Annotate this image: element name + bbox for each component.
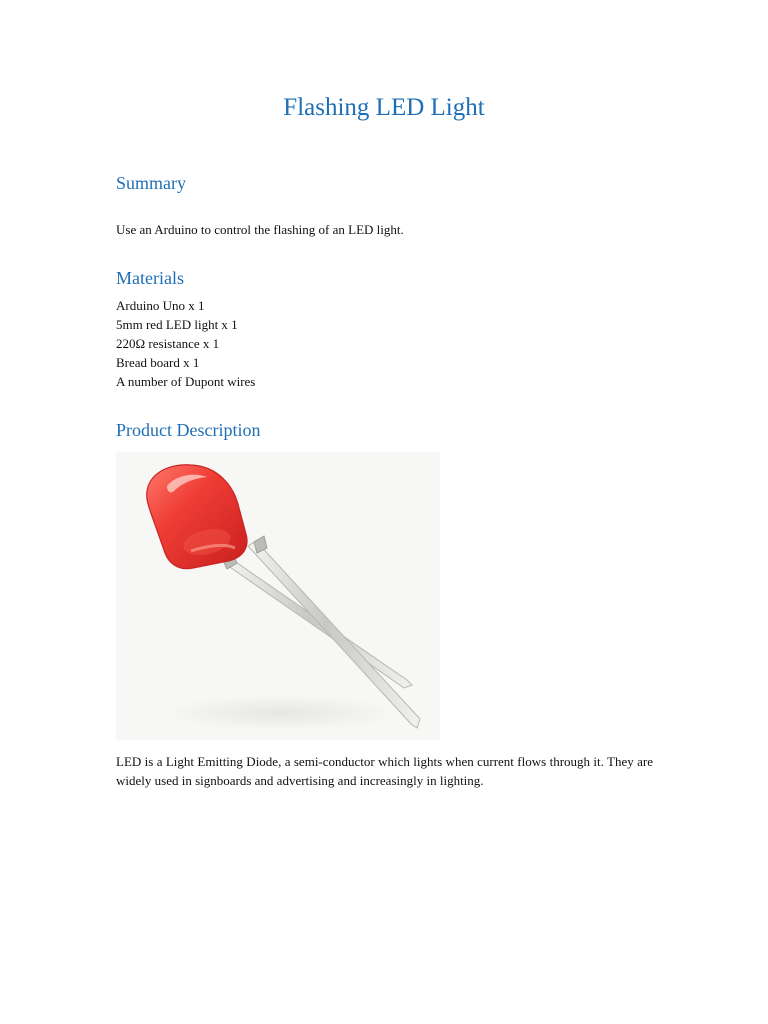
- materials-item: Bread board x 1: [116, 355, 200, 370]
- summary-heading: Summary: [116, 173, 186, 193]
- materials-heading: Materials: [116, 268, 184, 288]
- image-shadow: [163, 695, 399, 731]
- materials-list: [116, 296, 255, 391]
- materials-item: 220Ω resistance x 1: [116, 336, 220, 351]
- led-body: [147, 465, 247, 569]
- materials-item: 5mm red LED light x 1: [116, 317, 238, 332]
- red-led-illustration: [116, 452, 440, 740]
- summary-text: Use an Arduino to control the flashing of an LED light.: [116, 222, 404, 237]
- document-title: Flashing LED Light: [283, 94, 485, 121]
- materials-item: Arduino Uno x 1: [116, 298, 205, 313]
- materials-item: A number of Dupont wires: [116, 374, 256, 389]
- product-description-text: LED is a Light Emitting Diode, a semi-conductor which lights when current flows through it. They are widely used in signboards and advertising and increasingly in lighting.: [116, 754, 653, 788]
- led-product-image: [116, 452, 440, 740]
- product-description-heading: Product Description: [116, 420, 261, 440]
